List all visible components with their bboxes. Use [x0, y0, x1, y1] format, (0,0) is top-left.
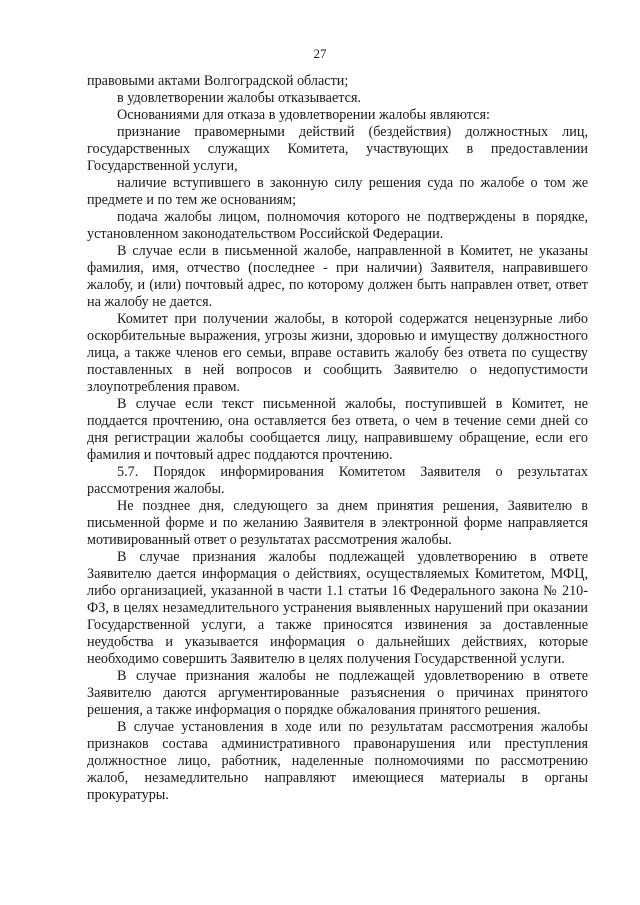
- paragraph-12: В случае признания жалобы подлежащей удовлетворению в ответе Заявителю дается информация о действиях, осуществляемых Комитетом, МФЦ, либо организацией, указанной в части 1.1 статьи 16 Федерального закона № 210-ФЗ, в целях незамедлительного устранения выявленных нарушений при оказании Государственной услуги, а также приносятся извинения за доставленные неудобства и указывается информация о дальнейших действиях, которые необходимо совершить Заявителю в целях получения Государственной услуги.: [87, 549, 588, 667]
- paragraph-10: 5.7. Порядок информирования Комитетом Заявителя о результатах рассмотрения жалобы.: [87, 464, 588, 497]
- paragraph-13: В случае признания жалобы не подлежащей удовлетворению в ответе Заявителю даются аргументированные разъяснения о причинах принятого решения, а также информация о порядке обжалования принятого решения.: [87, 668, 588, 718]
- document-body: [87, 73, 588, 804]
- paragraph-1: правовыми актами Волгоградской области;: [87, 73, 349, 89]
- paragraph-3: Основаниями для отказа в удовлетворении жалобы являются:: [117, 107, 490, 123]
- paragraph-14: В случае установления в ходе или по результатам рассмотрения жалобы признаков состава административного правонарушения или преступления должностное лицо, работник, наделенные полномочиями по рассмотрению жалоб, незамедлительно направляют имеющиеся материалы в органы прокуратуры.: [87, 719, 588, 803]
- paragraph-2: в удовлетворении жалобы отказывается.: [117, 90, 362, 106]
- paragraph-4: признание правомерными действий (бездействия) должностных лиц, государственных служащих Комитета, участвующих в предоставлении Государственной услуги,: [87, 124, 588, 174]
- paragraph-8: Комитет при получении жалобы, в которой содержатся нецензурные либо оскорбительные выражения, угрозы жизни, здоровью и имуществу должностного лица, а также членов его семьи, вправе оставить жалобу без ответа по существу поставленных в ней вопросов и сообщить Заявителю о недопустимости злоупотребления правом.: [87, 311, 588, 395]
- paragraph-7: В случае если в письменной жалобе, направленной в Комитет, не указаны фамилия, имя, отчество (последнее - при наличии) Заявителя, направившего жалобу, и (или) почтовый адрес, по которому должен быть направлен ответ, ответ на жалобу не дается.: [87, 243, 588, 310]
- paragraph-6: подача жалобы лицом, полномочия которого не подтверждены в порядке, установленном законодательством Российской Федерации.: [87, 209, 588, 242]
- paragraph-9: В случае если текст письменной жалобы, поступившей в Комитет, не поддается прочтению, она оставляется без ответа, о чем в течение семи дней со дня регистрации жалобы сообщается лицу, направившему обращение, если его фамилия и почтовый адрес поддаются прочтению.: [87, 396, 588, 463]
- paragraph-5: наличие вступившего в законную силу решения суда по жалобе о том же предмете и по тем же основаниям;: [87, 175, 588, 208]
- page-number: 27: [313, 46, 327, 61]
- paragraph-11: Не позднее дня, следующего за днем принятия решения, Заявителю в письменной форме и по желанию Заявителя в электронной форме направляется мотивированный ответ о результатах рассмотрения жалобы.: [87, 498, 588, 548]
